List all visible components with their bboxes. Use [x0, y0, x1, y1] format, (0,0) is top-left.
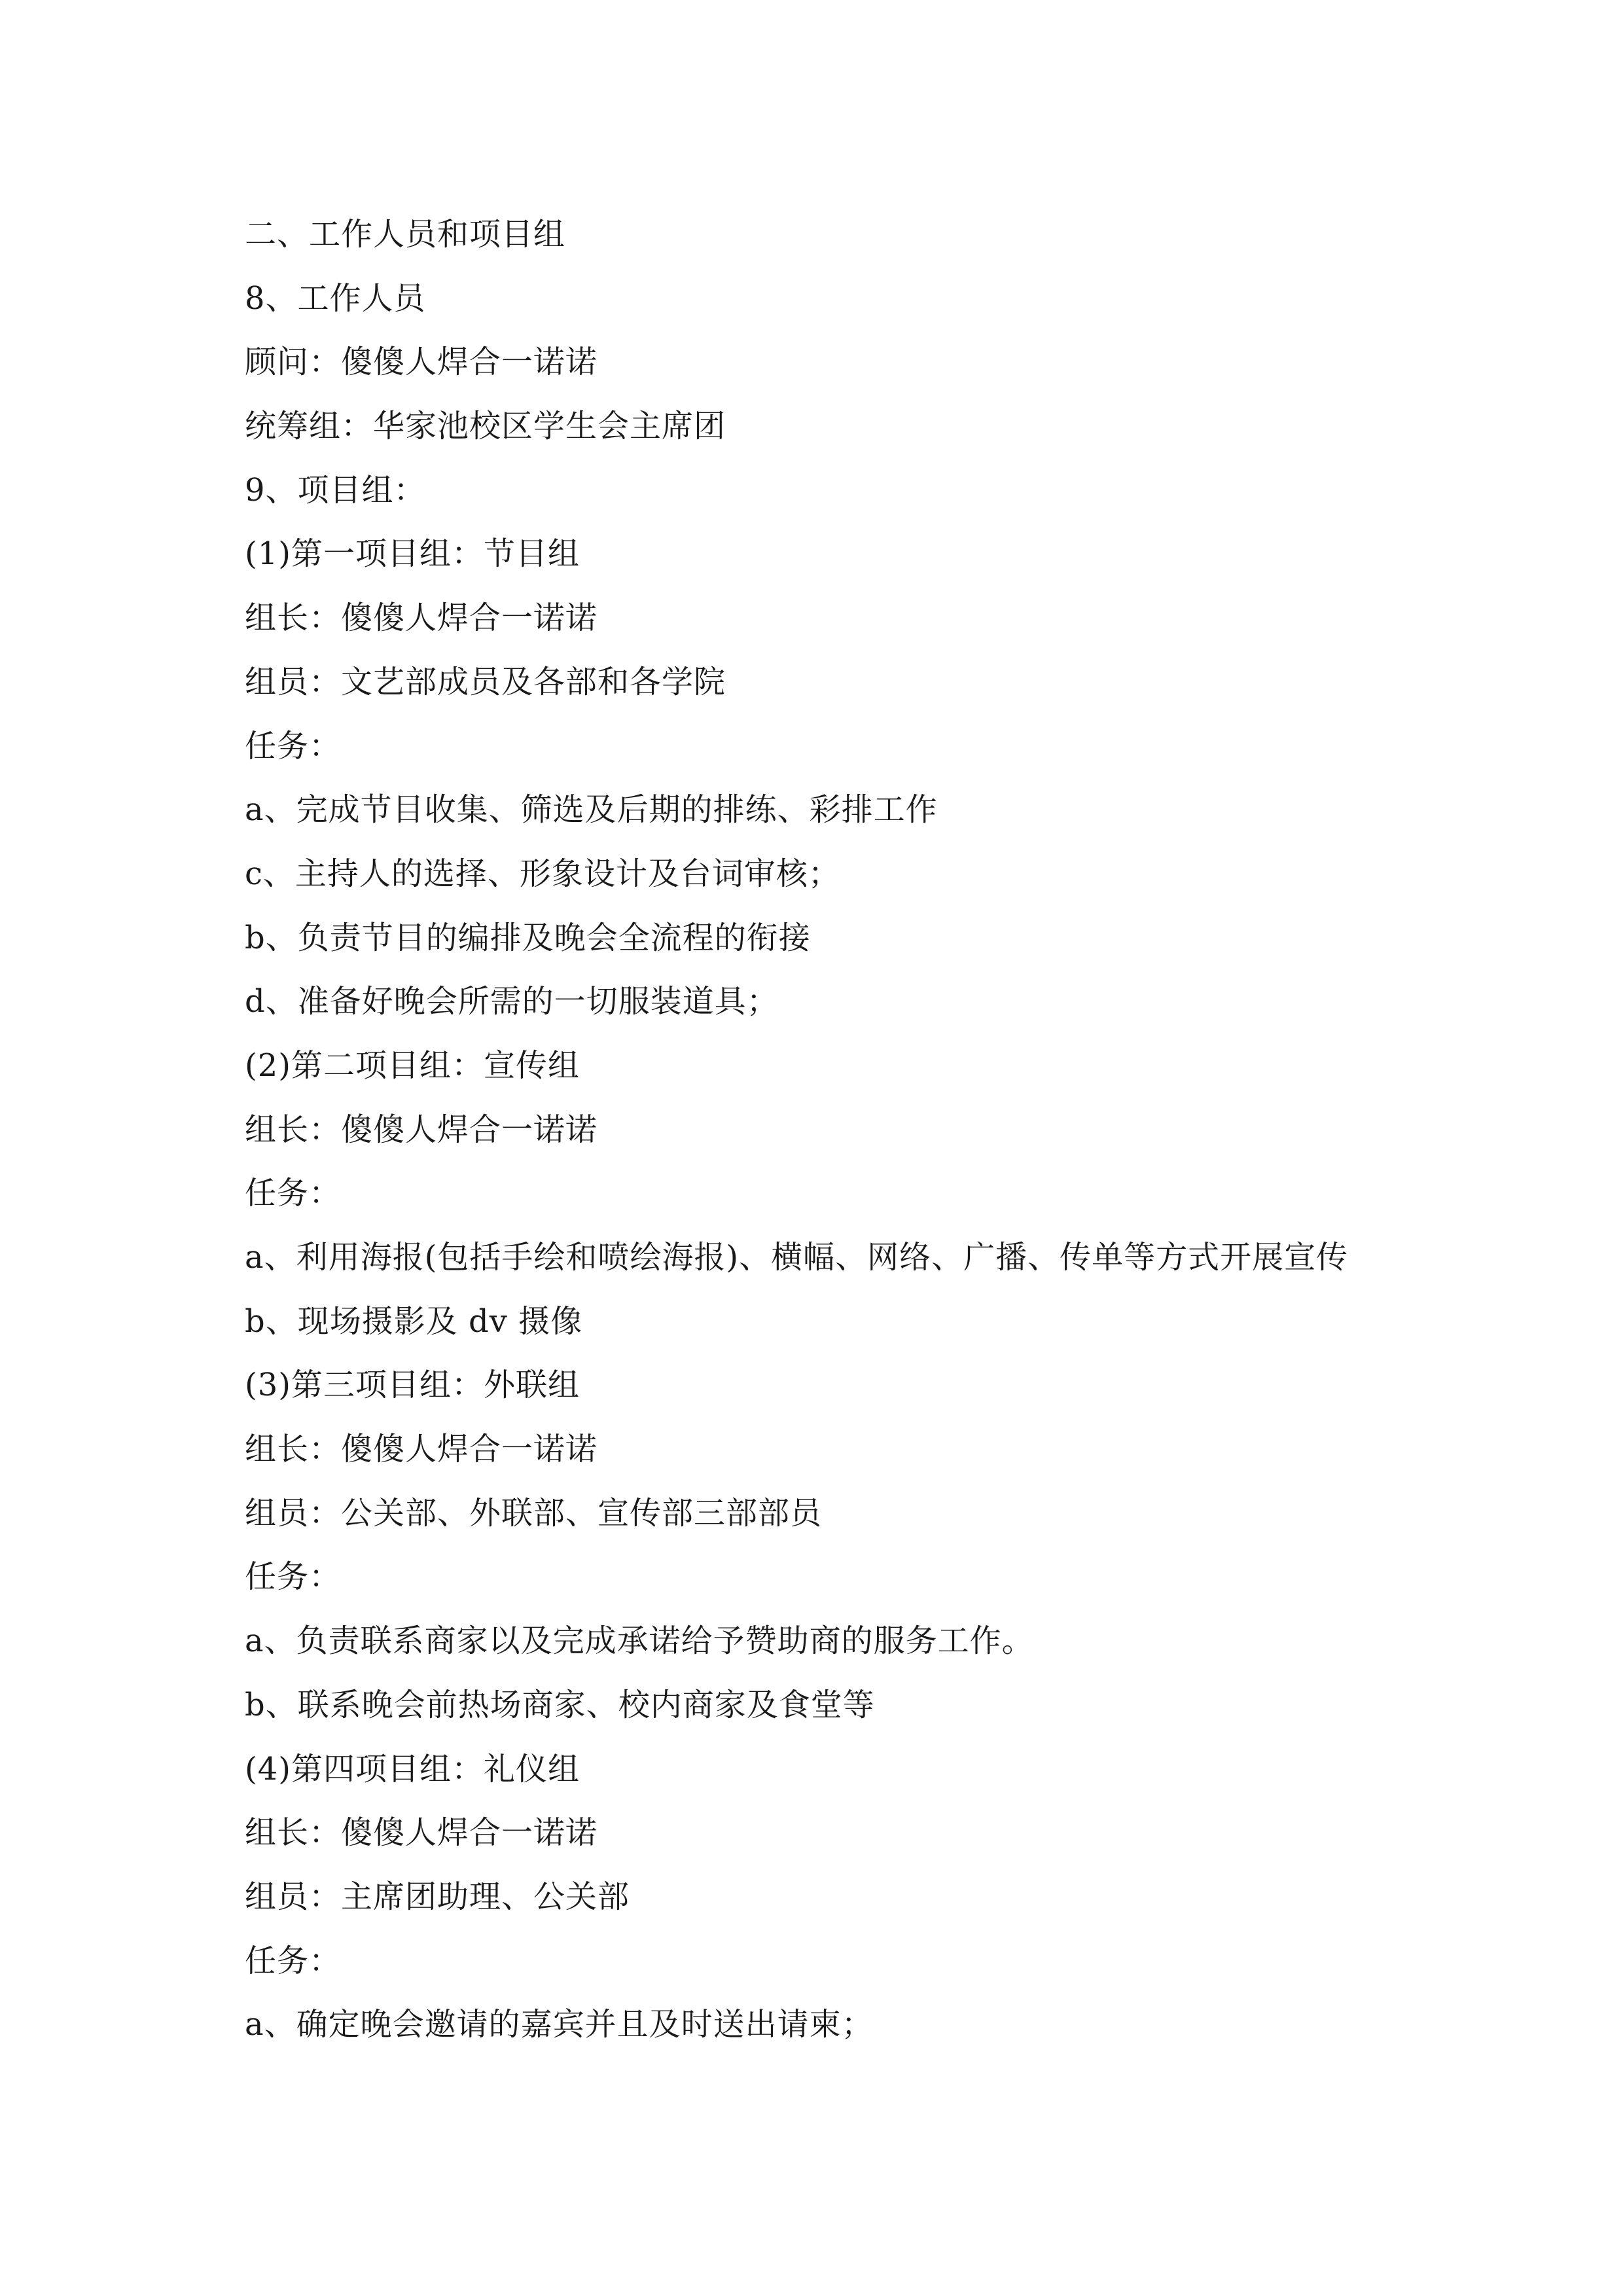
group-1-task-b: b、负责节目的编排及晚会全流程的衔接 — [245, 919, 811, 956]
subsection-heading-project-groups: 9、项目组： — [245, 471, 426, 509]
advisor-line: 顾问：傻傻人焊合一诺诺 — [245, 344, 598, 381]
group-3-leader: 组长：傻傻人焊合一诺诺 — [245, 1431, 598, 1468]
group-2-leader: 组长：傻傻人焊合一诺诺 — [245, 1111, 598, 1148]
group-1-title: (1)第一项目组：节目组 — [245, 535, 580, 573]
group-4-members: 组员：主席团助理、公关部 — [245, 1878, 630, 1915]
group-1-task-c: c、主持人的选择、形象设计及台词审核； — [245, 855, 840, 892]
group-4-tasks-label: 任务： — [245, 1942, 342, 1979]
group-3-tasks-label: 任务： — [245, 1558, 342, 1596]
group-3-task-b: b、联系晚会前热场商家、校内商家及食堂等 — [245, 1686, 875, 1723]
subsection-heading-staff: 8、工作人员 — [245, 279, 426, 317]
group-1-leader: 组长：傻傻人焊合一诺诺 — [245, 600, 598, 637]
section-heading: 二、工作人员和项目组 — [245, 216, 566, 253]
group-2-tasks-label: 任务： — [245, 1175, 342, 1212]
group-4-leader: 组长：傻傻人焊合一诺诺 — [245, 1814, 598, 1852]
document-body — [245, 203, 1423, 2057]
group-1-members: 组员：文艺部成员及各部和各学院 — [245, 663, 726, 700]
group-4-task-a: a、确定晚会邀请的嘉宾并且及时送出请柬； — [245, 2006, 874, 2043]
coordination-group-line: 统筹组：华家池校区学生会主席团 — [245, 408, 726, 445]
group-1-task-d: d、准备好晚会所需的一切服装道具； — [245, 983, 779, 1020]
group-2-task-b: b、现场摄影及 dv 摄像 — [245, 1302, 583, 1340]
group-1-tasks-label: 任务： — [245, 727, 342, 764]
group-3-members: 组员：公关部、外联部、宣传部三部部员 — [245, 1494, 823, 1532]
group-3-task-a: a、负责联系商家以及完成承诺给予赞助商的服务工作。 — [245, 1623, 1034, 1660]
group-2-task-a: a、利用海报(包括手绘和喷绘海报)、横幅、网络、广播、传单等方式开展宣传 — [245, 1239, 1349, 1276]
group-4-title: (4)第四项目组：礼仪组 — [245, 1750, 580, 1787]
group-2-title: (2)第二项目组：宣传组 — [245, 1047, 580, 1084]
group-1-task-a: a、完成节目收集、筛选及后期的排练、彩排工作 — [245, 791, 938, 829]
group-3-title: (3)第三项目组：外联组 — [245, 1367, 580, 1404]
